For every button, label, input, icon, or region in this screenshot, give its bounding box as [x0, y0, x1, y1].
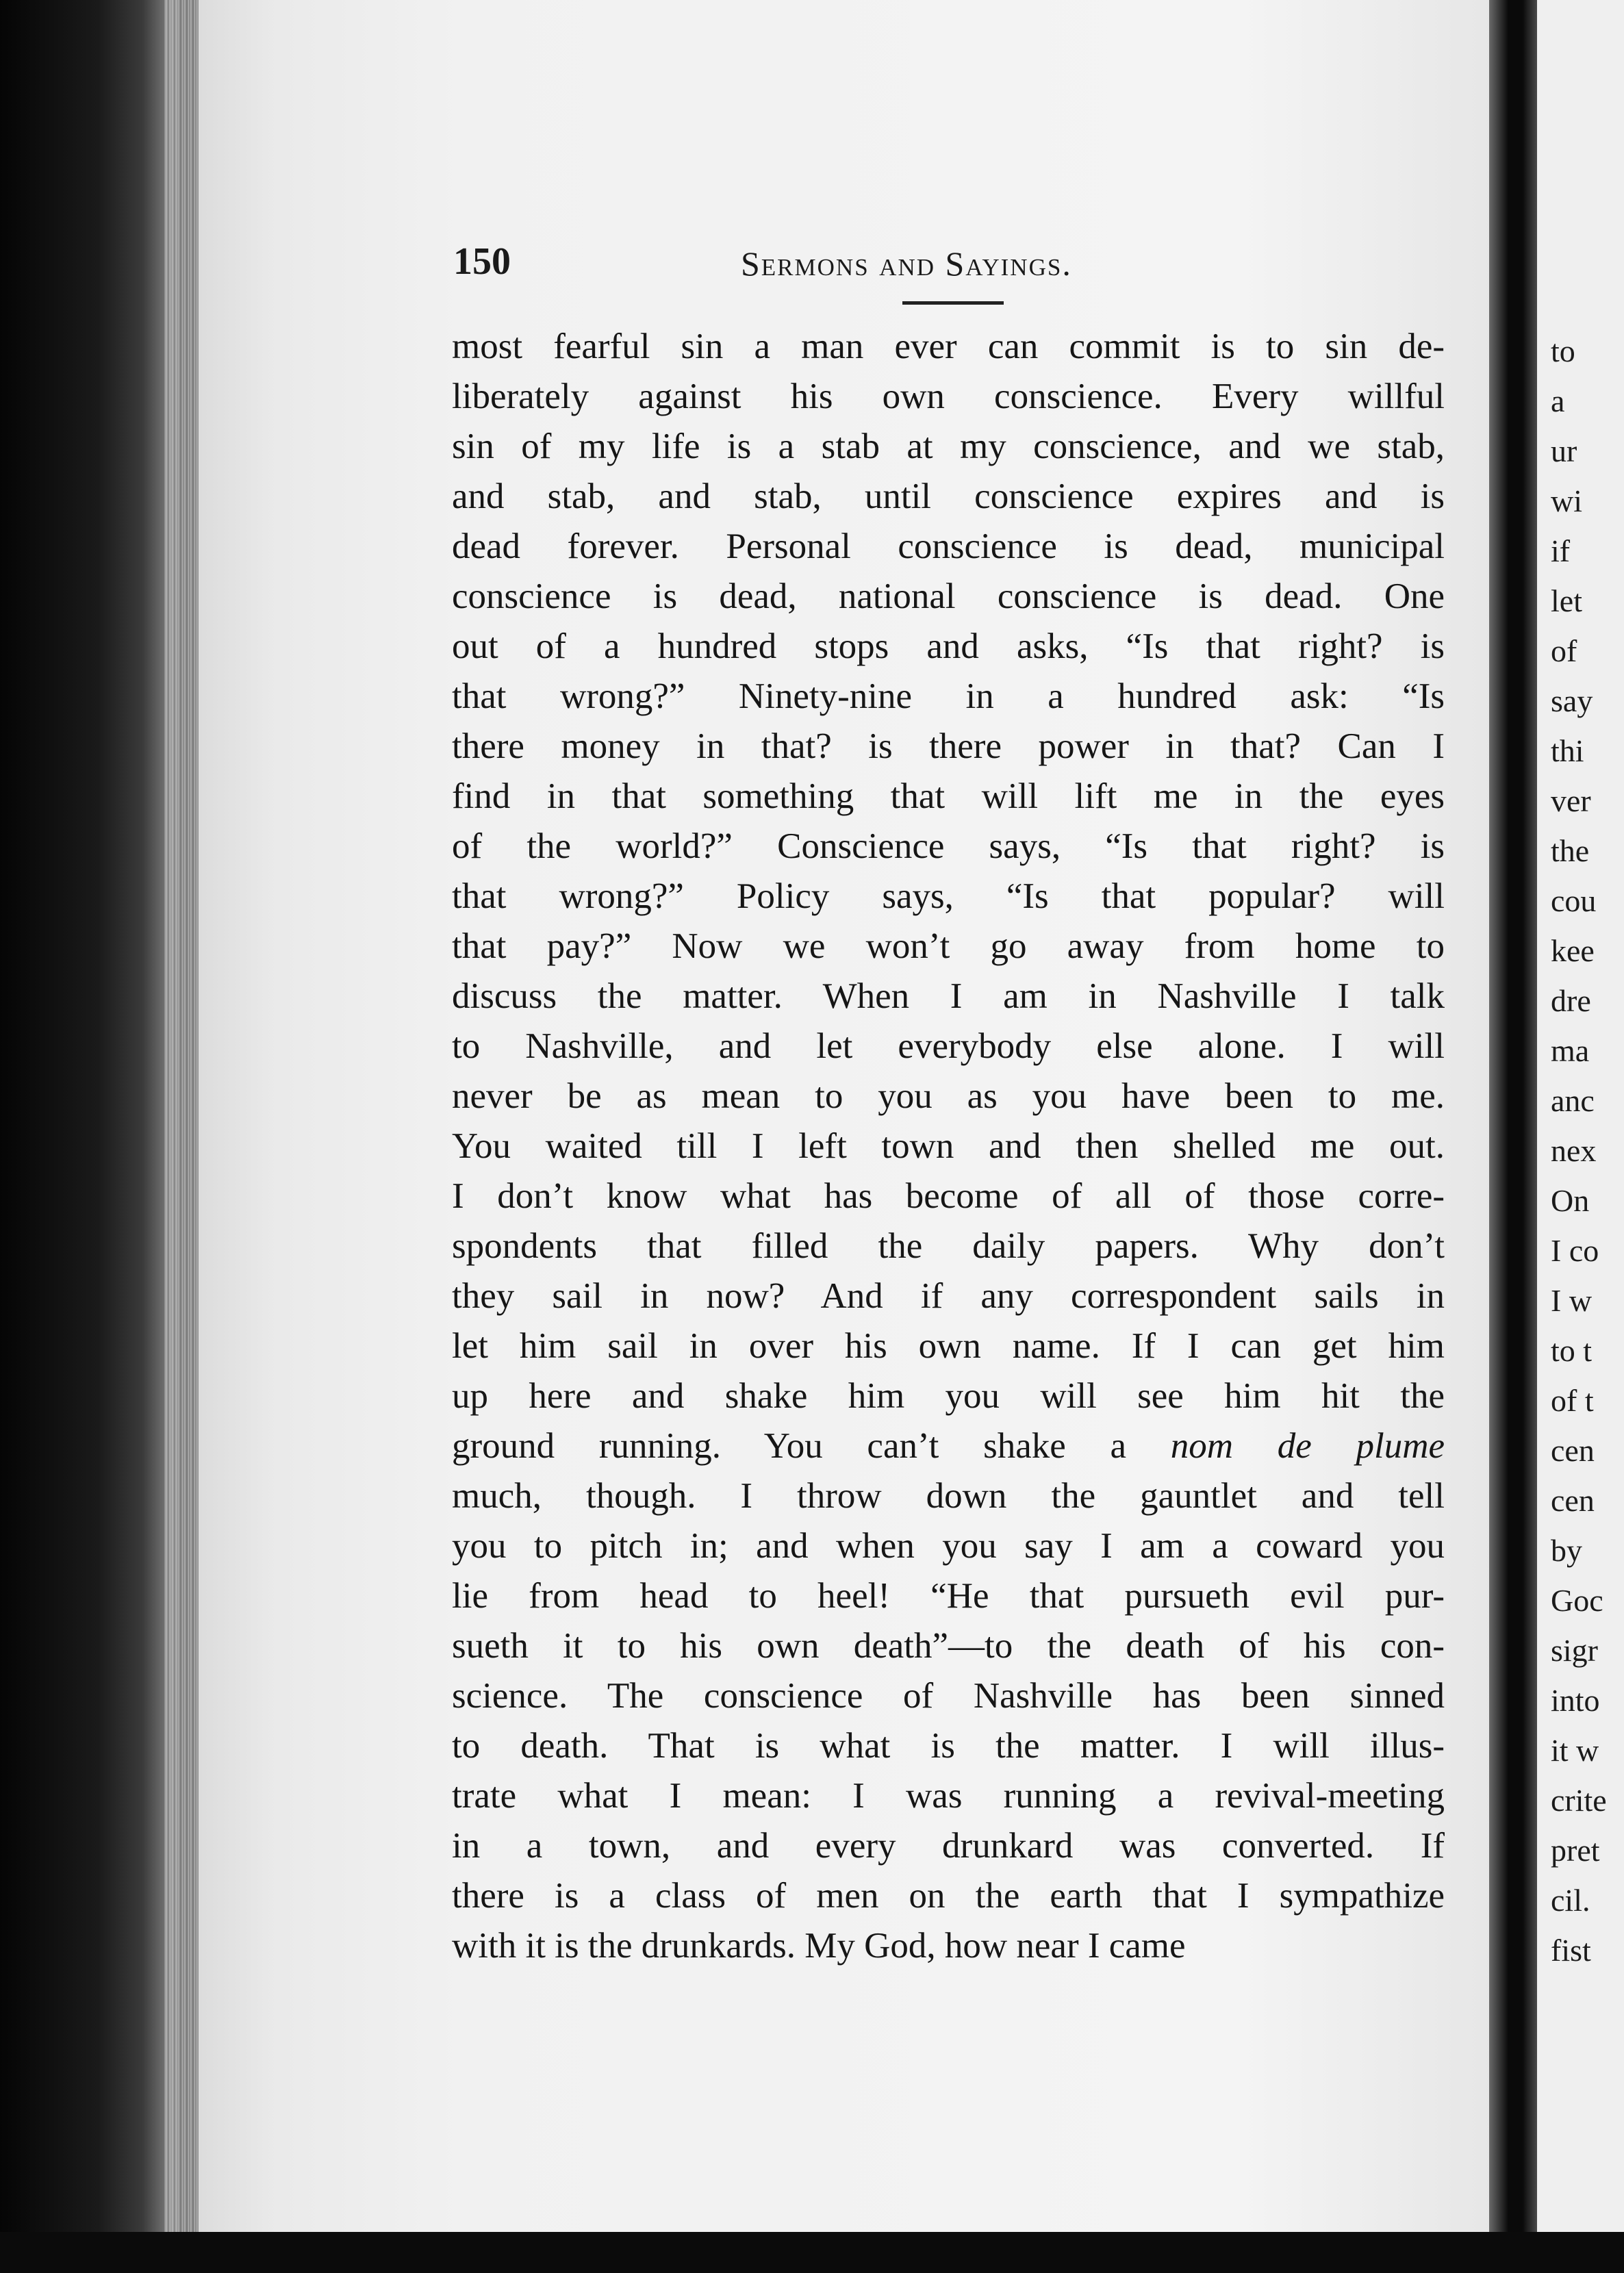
scan-bottom-edge [0, 2232, 1624, 2273]
facing-page-fragment: cil. [1551, 1883, 1590, 1918]
text-line: there money in that? is there power in that? Can I [452, 726, 1445, 766]
text-line: dead forever. Personal conscience is dead, municipal [452, 526, 1445, 566]
facing-page-fragment: sigr [1551, 1633, 1598, 1668]
text-line: I don’t know what has become of all of those corre- [452, 1176, 1445, 1216]
facing-page-fragment: kee [1551, 933, 1595, 968]
header-rule [902, 301, 1004, 305]
text-line: in a town, and every drunkard was converted. If [452, 1826, 1445, 1866]
facing-page-fragment: of [1551, 633, 1577, 668]
text-line: science. The conscience of Nashville has been sinned [452, 1676, 1445, 1716]
page-gutter [1489, 0, 1537, 2273]
facing-page-fragment: dre [1551, 983, 1591, 1018]
facing-page-fragment: wi [1551, 483, 1582, 518]
facing-page-fragment: nex [1551, 1133, 1597, 1168]
facing-page-fragment: to t [1551, 1333, 1593, 1368]
text-line: to Nashville, and let everybody else alone. I will [452, 1026, 1445, 1066]
text-line: liberately against his own conscience. Every willful [452, 377, 1445, 416]
book-binding [0, 0, 178, 2273]
text-line: up here and shake him you will see him hit the [452, 1376, 1445, 1416]
facing-page-fragment: say [1551, 683, 1593, 718]
text-line: to death. That is what is the matter. I will illus- [452, 1726, 1445, 1766]
facing-page-fragment: cou [1551, 883, 1597, 918]
text-line: of the world?” Conscience says, “Is that right? is [452, 826, 1445, 866]
text-line: sin of my life is a stab at my conscience, and we stab, [452, 427, 1445, 466]
facing-page-fragment: to [1551, 333, 1575, 368]
facing-page-fragment: by [1551, 1533, 1582, 1568]
text-line: discuss the matter. When I am in Nashville I talk [452, 976, 1445, 1016]
running-title: Sermons and Sayings. [741, 244, 1072, 283]
facing-page-fragment: I co [1551, 1233, 1599, 1268]
facing-page-fragment: anc [1551, 1083, 1595, 1118]
body-text [452, 322, 1445, 1971]
facing-page-fragment: the [1551, 833, 1590, 868]
facing-page-fragment: it w [1551, 1733, 1599, 1768]
facing-page-fragment: a [1551, 383, 1565, 418]
text-line: that wrong?” Policy says, “Is that popular? will [452, 876, 1445, 916]
text-line: sueth it to his own death”—to the death of his con- [452, 1626, 1445, 1666]
text-line: you to pitch in; and when you say I am a coward you [452, 1526, 1445, 1566]
facing-page-fragment: fist [1551, 1933, 1591, 1968]
italic-phrase: nom de plume [1170, 1426, 1445, 1466]
text-line: that wrong?” Ninety-nine in a hundred ask: “Is [452, 676, 1445, 716]
text-line: most fearful sin a man ever can commit is to sin de- [452, 327, 1445, 366]
facing-page-fragment: pret [1551, 1833, 1600, 1868]
text-segment: ground running. You can’t shake a [452, 1426, 1171, 1466]
text-line: and stab, and stab, until conscience expires and is [452, 477, 1445, 516]
facing-page-fragment: if [1551, 533, 1571, 568]
running-header [453, 240, 1439, 288]
facing-page [1537, 0, 1624, 2232]
facing-page-fragment: Goc [1551, 1583, 1603, 1618]
text-line: they sail in now? And if any correspondent sails in [452, 1276, 1445, 1316]
text-line: let him sail in over his own name. If I can get him [452, 1326, 1445, 1366]
facing-page-fragment: ver [1551, 783, 1591, 818]
facing-page-fragment: let [1551, 583, 1582, 618]
facing-page-fragment: On [1551, 1183, 1590, 1218]
facing-page-fragment: ur [1551, 433, 1577, 468]
facing-page-fragment: of t [1551, 1383, 1594, 1418]
text-line: much, though. I throw down the gauntlet and tell [452, 1476, 1445, 1516]
text-line: spondents that filled the daily papers. Why don’t [452, 1226, 1445, 1266]
facing-page-fragment: I w [1551, 1283, 1593, 1318]
facing-page-fragment: thi [1551, 733, 1584, 768]
text-line: with it is the drunkards. My God, how near I came [452, 1926, 1186, 1966]
facing-page-fragment: cen [1551, 1433, 1595, 1468]
text-line: lie from head to heel! “He that pursueth evil pur- [452, 1576, 1445, 1616]
page-number: 150 [453, 240, 511, 283]
facing-page-fragment: into [1551, 1683, 1600, 1718]
text-line: that pay?” Now we won’t go away from home to [452, 926, 1445, 966]
facing-page-fragment: ma [1551, 1033, 1590, 1068]
text-line: You waited till I left town and then shelled me out. [452, 1126, 1445, 1166]
facing-page-fragment: cen [1551, 1483, 1595, 1518]
text-line: conscience is dead, national conscience is dead. One [452, 576, 1445, 616]
text-line-with-italic [452, 1421, 1445, 1471]
text-line: there is a class of men on the earth that I sympathize [452, 1876, 1445, 1916]
text-line: out of a hundred stops and asks, “Is that right? is [452, 626, 1445, 666]
facing-page-fragment: crite [1551, 1783, 1607, 1818]
text-line: trate what I mean: I was running a revival-meeting [452, 1776, 1445, 1816]
text-line: never be as mean to you as you have been to me. [452, 1076, 1445, 1116]
text-line: find in that something that will lift me in the eyes [452, 776, 1445, 816]
